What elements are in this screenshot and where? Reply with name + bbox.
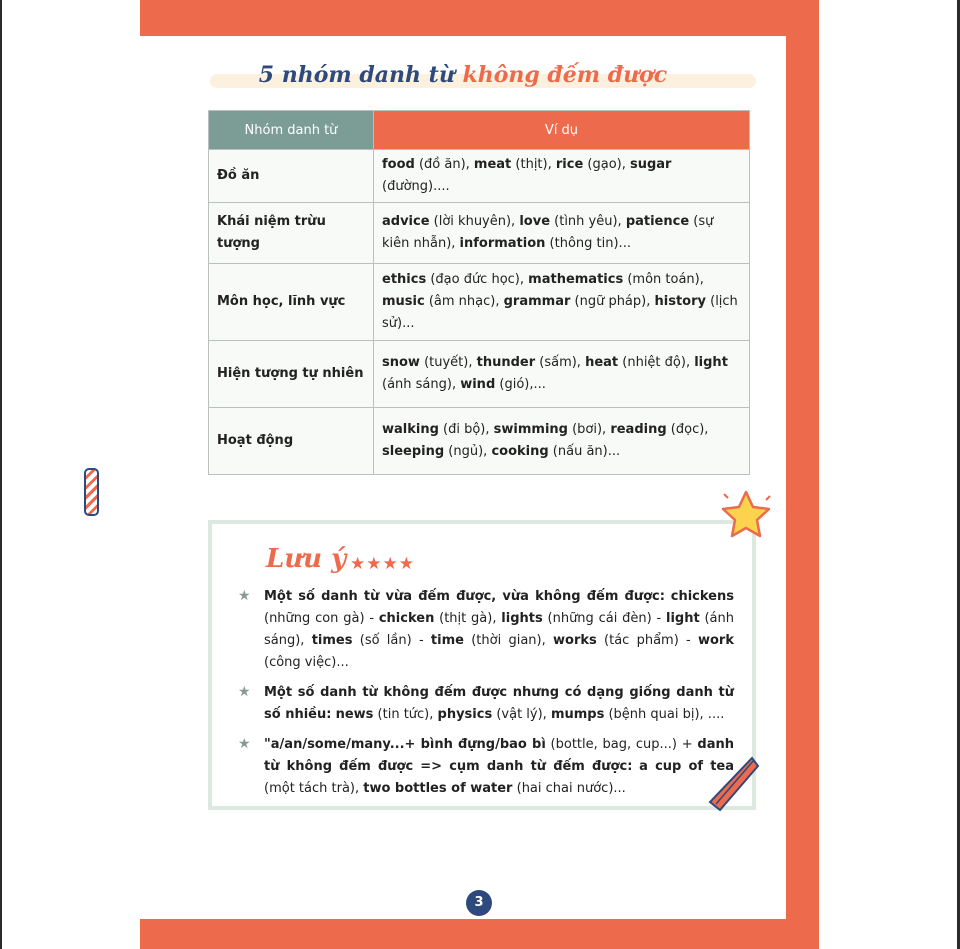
title-accent: không đếm được — [462, 62, 668, 88]
keyword: a cup of tea — [639, 759, 735, 774]
translation: (sự kiên nhẫn), — [382, 214, 714, 251]
translation: (ánh sáng), — [382, 377, 461, 392]
keyword: cooking — [491, 444, 549, 459]
translation: (lời khuyên), — [429, 214, 520, 229]
translation: (gió),... — [495, 377, 546, 392]
table-row — [209, 203, 750, 264]
noun-group-cell: Hoạt động — [209, 408, 374, 475]
translation: (thịt gà), — [434, 611, 502, 626]
keyword: snow — [382, 355, 420, 370]
translation: (tác phẩm) - — [596, 633, 698, 648]
bullet-star-icon: ★ — [238, 736, 251, 752]
table-row — [209, 264, 750, 341]
translation: (đồ ăn), — [414, 157, 474, 172]
examples-cell — [374, 408, 750, 475]
keyword: danh từ không đếm được => cụm danh từ đếm được: — [264, 737, 734, 774]
page-number: 3 — [466, 890, 492, 916]
keyword: patience — [625, 214, 690, 229]
translation: (số lần) - — [352, 633, 431, 648]
keyword: mathematics — [528, 272, 624, 287]
translation: (nấu ăn)... — [548, 444, 621, 459]
keyword: grammar — [503, 294, 571, 309]
translation: (những cái đèn) - — [542, 611, 666, 626]
noun-group-cell: Hiện tượng tự nhiên — [209, 341, 374, 408]
keyword: wind — [460, 377, 496, 392]
keyword: time — [430, 633, 464, 648]
keyword: "a/an/some/many...+ bình đựng/bao bì — [264, 737, 546, 752]
keyword: music — [382, 294, 425, 309]
examples-cell — [374, 150, 750, 203]
translation: (một tách trà), — [264, 781, 364, 796]
keyword: thunder — [476, 355, 536, 370]
table-header-group: Nhóm danh từ — [209, 111, 374, 150]
translation: (đạo đức học), — [426, 272, 529, 287]
keyword: advice — [382, 214, 430, 229]
translation: (ánh sáng), — [264, 611, 735, 648]
note-list — [234, 586, 734, 808]
translation: (tin tức), — [373, 707, 438, 722]
table-header-examples: Ví dụ — [374, 111, 750, 150]
page-title — [140, 62, 786, 88]
keyword: lights — [501, 611, 543, 626]
keyword: information — [459, 236, 546, 251]
note-item — [234, 682, 734, 726]
window-border-left — [0, 0, 2, 949]
translation: (môn toán), — [623, 272, 704, 287]
translation: (thời gian), — [463, 633, 554, 648]
table-row — [209, 341, 750, 408]
translation: (thịt), — [511, 157, 556, 172]
keyword: sleeping — [382, 444, 445, 459]
keyword: meat — [473, 157, 512, 172]
ribbon-icon — [708, 756, 760, 812]
bullet-star-icon: ★ — [238, 588, 251, 604]
translation: (đường).... — [382, 179, 450, 194]
examples-cell — [374, 341, 750, 408]
note-item — [234, 586, 734, 674]
title-part: 5 nhóm danh từ — [258, 62, 463, 88]
keyword: mumps — [550, 707, 605, 722]
translation: (bottle, bag, cup...) + — [545, 737, 698, 752]
table-row — [209, 408, 750, 475]
note-box — [208, 520, 756, 810]
keyword: ethics — [382, 272, 427, 287]
translation: (bơi), — [567, 422, 611, 437]
translation: (lịch sử)... — [382, 294, 738, 331]
star-icon — [718, 488, 774, 540]
translation: (hai chai nước)... — [512, 781, 626, 796]
keyword: light — [666, 611, 700, 626]
keyword: physics — [437, 707, 493, 722]
page — [140, 36, 786, 919]
keyword: walking — [382, 422, 439, 437]
translation: (nhiệt độ), — [618, 355, 695, 370]
translation: (tình yêu), — [550, 214, 626, 229]
keyword: light — [694, 355, 728, 370]
keyword: sugar — [629, 157, 672, 172]
note-heading: Lưu ý — [266, 544, 347, 574]
keyword: heat — [585, 355, 619, 370]
note-rating-stars: ★★★★ — [350, 554, 415, 574]
keyword: rice — [555, 157, 584, 172]
keyword: food — [382, 157, 415, 172]
keyword: work — [697, 633, 734, 648]
keyword: times — [311, 633, 353, 648]
examples-cell — [374, 203, 750, 264]
keyword: works — [553, 633, 597, 648]
uncountable-nouns-table — [208, 110, 750, 475]
bullet-star-icon: ★ — [238, 684, 251, 700]
translation: (những con gà) - — [264, 611, 379, 626]
translation: (âm nhạc), — [424, 294, 504, 309]
table-row — [209, 150, 750, 203]
noun-group-cell: Khái niệm trừu tượng — [209, 203, 374, 264]
translation: (ngủ), — [444, 444, 492, 459]
translation: (sấm), — [535, 355, 586, 370]
keyword: two bottles of water — [363, 781, 513, 796]
translation: (vật lý), — [492, 707, 551, 722]
keyword: reading — [610, 422, 667, 437]
keyword: love — [519, 214, 551, 229]
keyword: chicken — [378, 611, 435, 626]
keyword: Một số danh từ không đếm được nhưng có dạng giống danh từ số nhiều: — [264, 685, 734, 722]
keyword: history — [654, 294, 706, 309]
translation: (công việc)... — [264, 655, 349, 670]
pencil-pin-icon — [84, 468, 99, 516]
keyword: news — [335, 707, 374, 722]
translation: (đọc), — [666, 422, 709, 437]
translation: (thông tin)... — [545, 236, 631, 251]
keyword: Một số danh từ vừa đếm được, vừa không đếm được: — [264, 589, 665, 604]
note-item — [234, 734, 734, 800]
translation: (gạo), — [583, 157, 630, 172]
translation: (ngữ pháp), — [570, 294, 655, 309]
examples-cell — [374, 264, 750, 341]
translation: (bệnh quai bị), .... — [604, 707, 725, 722]
noun-group-cell: Môn học, lĩnh vực — [209, 264, 374, 341]
translation: (tuyết), — [419, 355, 477, 370]
translation: (đi bộ), — [438, 422, 494, 437]
noun-group-cell: Đồ ăn — [209, 150, 374, 203]
keyword: chickens — [670, 589, 734, 604]
keyword: swimming — [493, 422, 568, 437]
